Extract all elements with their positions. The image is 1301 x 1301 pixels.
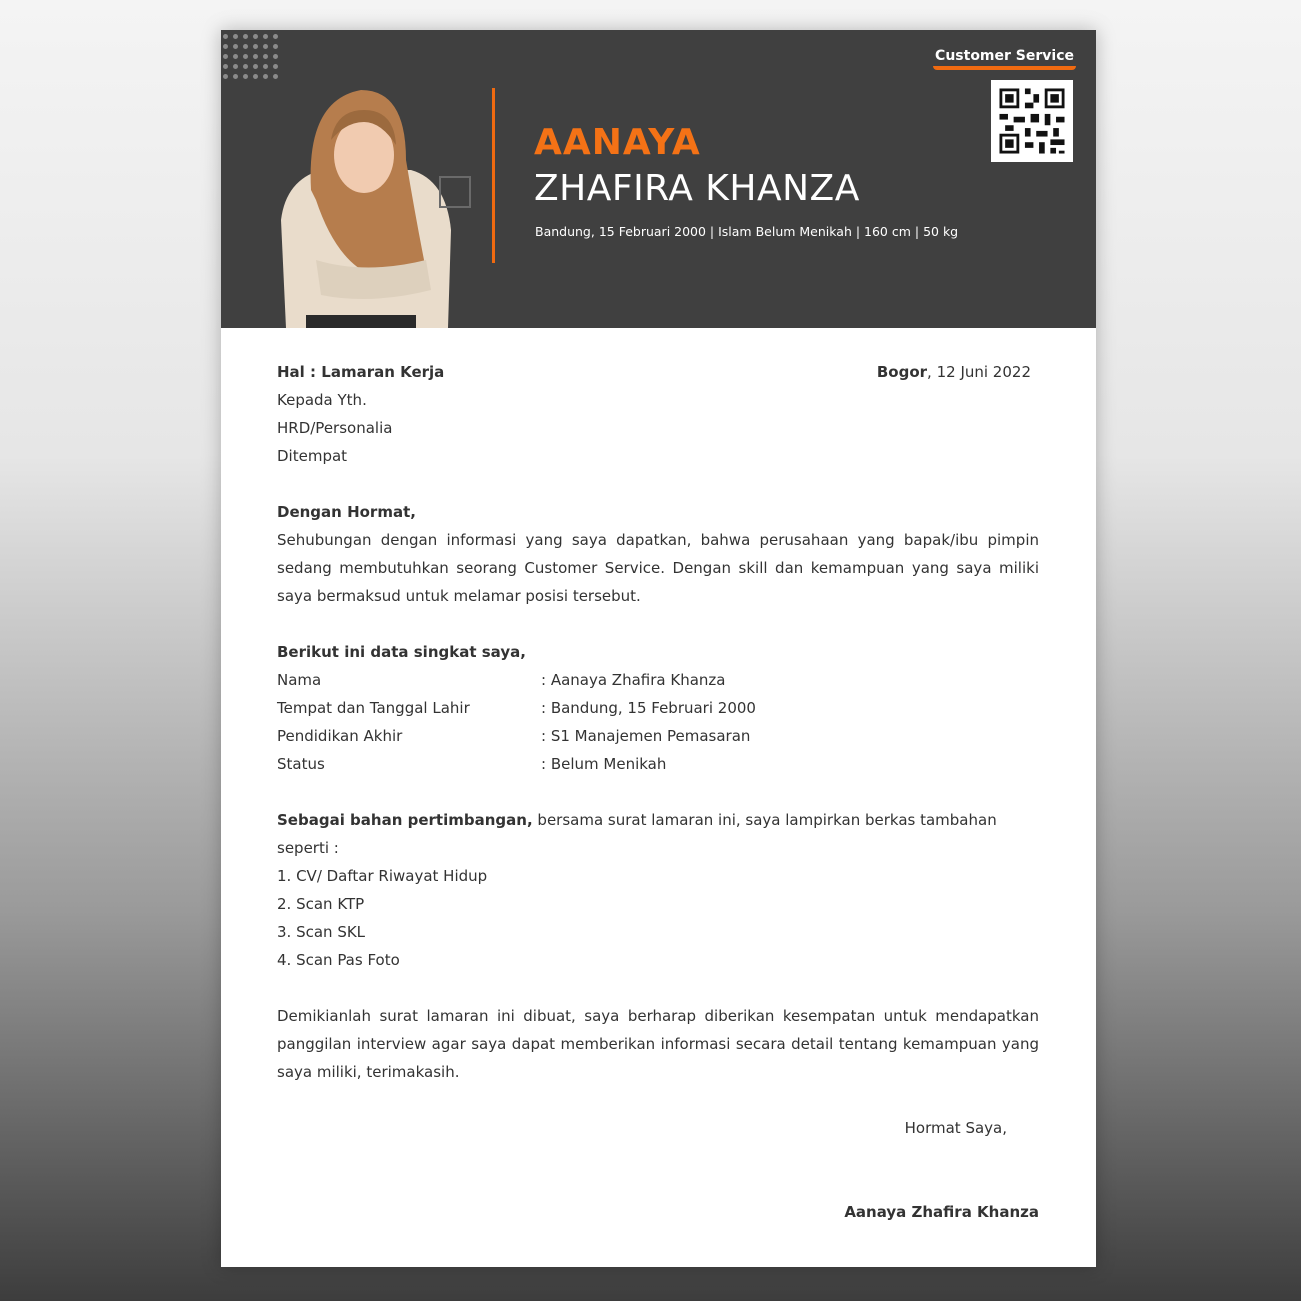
- header-banner: [221, 30, 1096, 328]
- data-row: [277, 694, 1039, 722]
- data-label: Nama: [277, 671, 322, 689]
- data-row: [277, 666, 1039, 694]
- greeting: Dengan Hormat,: [277, 503, 416, 521]
- data-label: Tempat dan Tanggal Lahir: [277, 699, 470, 717]
- letter-page: [221, 30, 1096, 1267]
- attachment-item: 2. Scan KTP: [277, 895, 365, 913]
- data-label: Status: [277, 755, 325, 773]
- decorative-square: [439, 176, 471, 208]
- accent-divider: [492, 88, 495, 263]
- letter-body: [277, 358, 1039, 1226]
- data-value: : S1 Manajemen Pemasaran: [541, 727, 751, 745]
- city: Bogor: [876, 363, 928, 381]
- closing-paragraph: Demikianlah surat lamaran ini dibuat, saya berharap diberikan kesempatan untuk mendapatkan panggilan interview agar saya dapat memberikan informasi secara detail tentang kemampuan yang saya miliki, terimakasih.: [277, 1007, 1039, 1081]
- attachments-intro-bold: Sebagai bahan pertimbangan,: [277, 811, 533, 829]
- letter-date: [877, 358, 1031, 386]
- date-text: , 12 Juni 2022: [927, 363, 1031, 381]
- data-row: [277, 722, 1039, 750]
- last-name: ZHAFIRA KHANZA: [534, 168, 860, 209]
- first-name: AANAYA: [534, 122, 701, 163]
- position-badge: Customer Service: [933, 48, 1076, 70]
- data-value: : Belum Menikah: [541, 755, 667, 773]
- attachment-item: 3. Scan SKL: [277, 923, 366, 941]
- attachments-intro-rest: bersama surat lamaran ini, saya lampirkan berkas tambahan seperti :: [277, 811, 997, 857]
- attachment-item: 1. CV/ Daftar Riwayat Hidup: [277, 867, 488, 885]
- regards: Hormat Saya,: [904, 1119, 1007, 1137]
- signature-name: Aanaya Zhafira Khanza: [844, 1203, 1039, 1221]
- data-value: : Aanaya Zhafira Khanza: [541, 671, 726, 689]
- qr-code-icon: [991, 80, 1073, 162]
- attachments-intro: [277, 806, 1039, 862]
- data-heading: Berikut ini data singkat saya,: [277, 643, 526, 661]
- personal-info: Bandung, 15 Februari 2000 | Islam Belum Menikah | 160 cm | 50 kg: [535, 224, 959, 239]
- attachment-item: 4. Scan Pas Foto: [277, 951, 400, 969]
- recipient-line: HRD/Personalia: [277, 419, 393, 437]
- recipient-line: Ditempat: [277, 447, 348, 465]
- profile-photo: [276, 60, 456, 328]
- dot-pattern: [223, 34, 283, 79]
- subject: Hal : Lamaran Kerja: [277, 363, 445, 381]
- data-value: : Bandung, 15 Februari 2000: [541, 699, 756, 717]
- data-label: Pendidikan Akhir: [277, 727, 403, 745]
- intro-paragraph: Sehubungan dengan informasi yang saya dapatkan, bahwa perusahaan yang bapak/ibu pimpin sedang membutuhkan seorang Customer Service. Dengan skill dan kemampuan yang saya miliki saya bermaksud untuk melamar posisi tersebut.: [277, 531, 1039, 605]
- data-row: [277, 750, 1039, 778]
- recipient-line: Kepada Yth.: [277, 391, 367, 409]
